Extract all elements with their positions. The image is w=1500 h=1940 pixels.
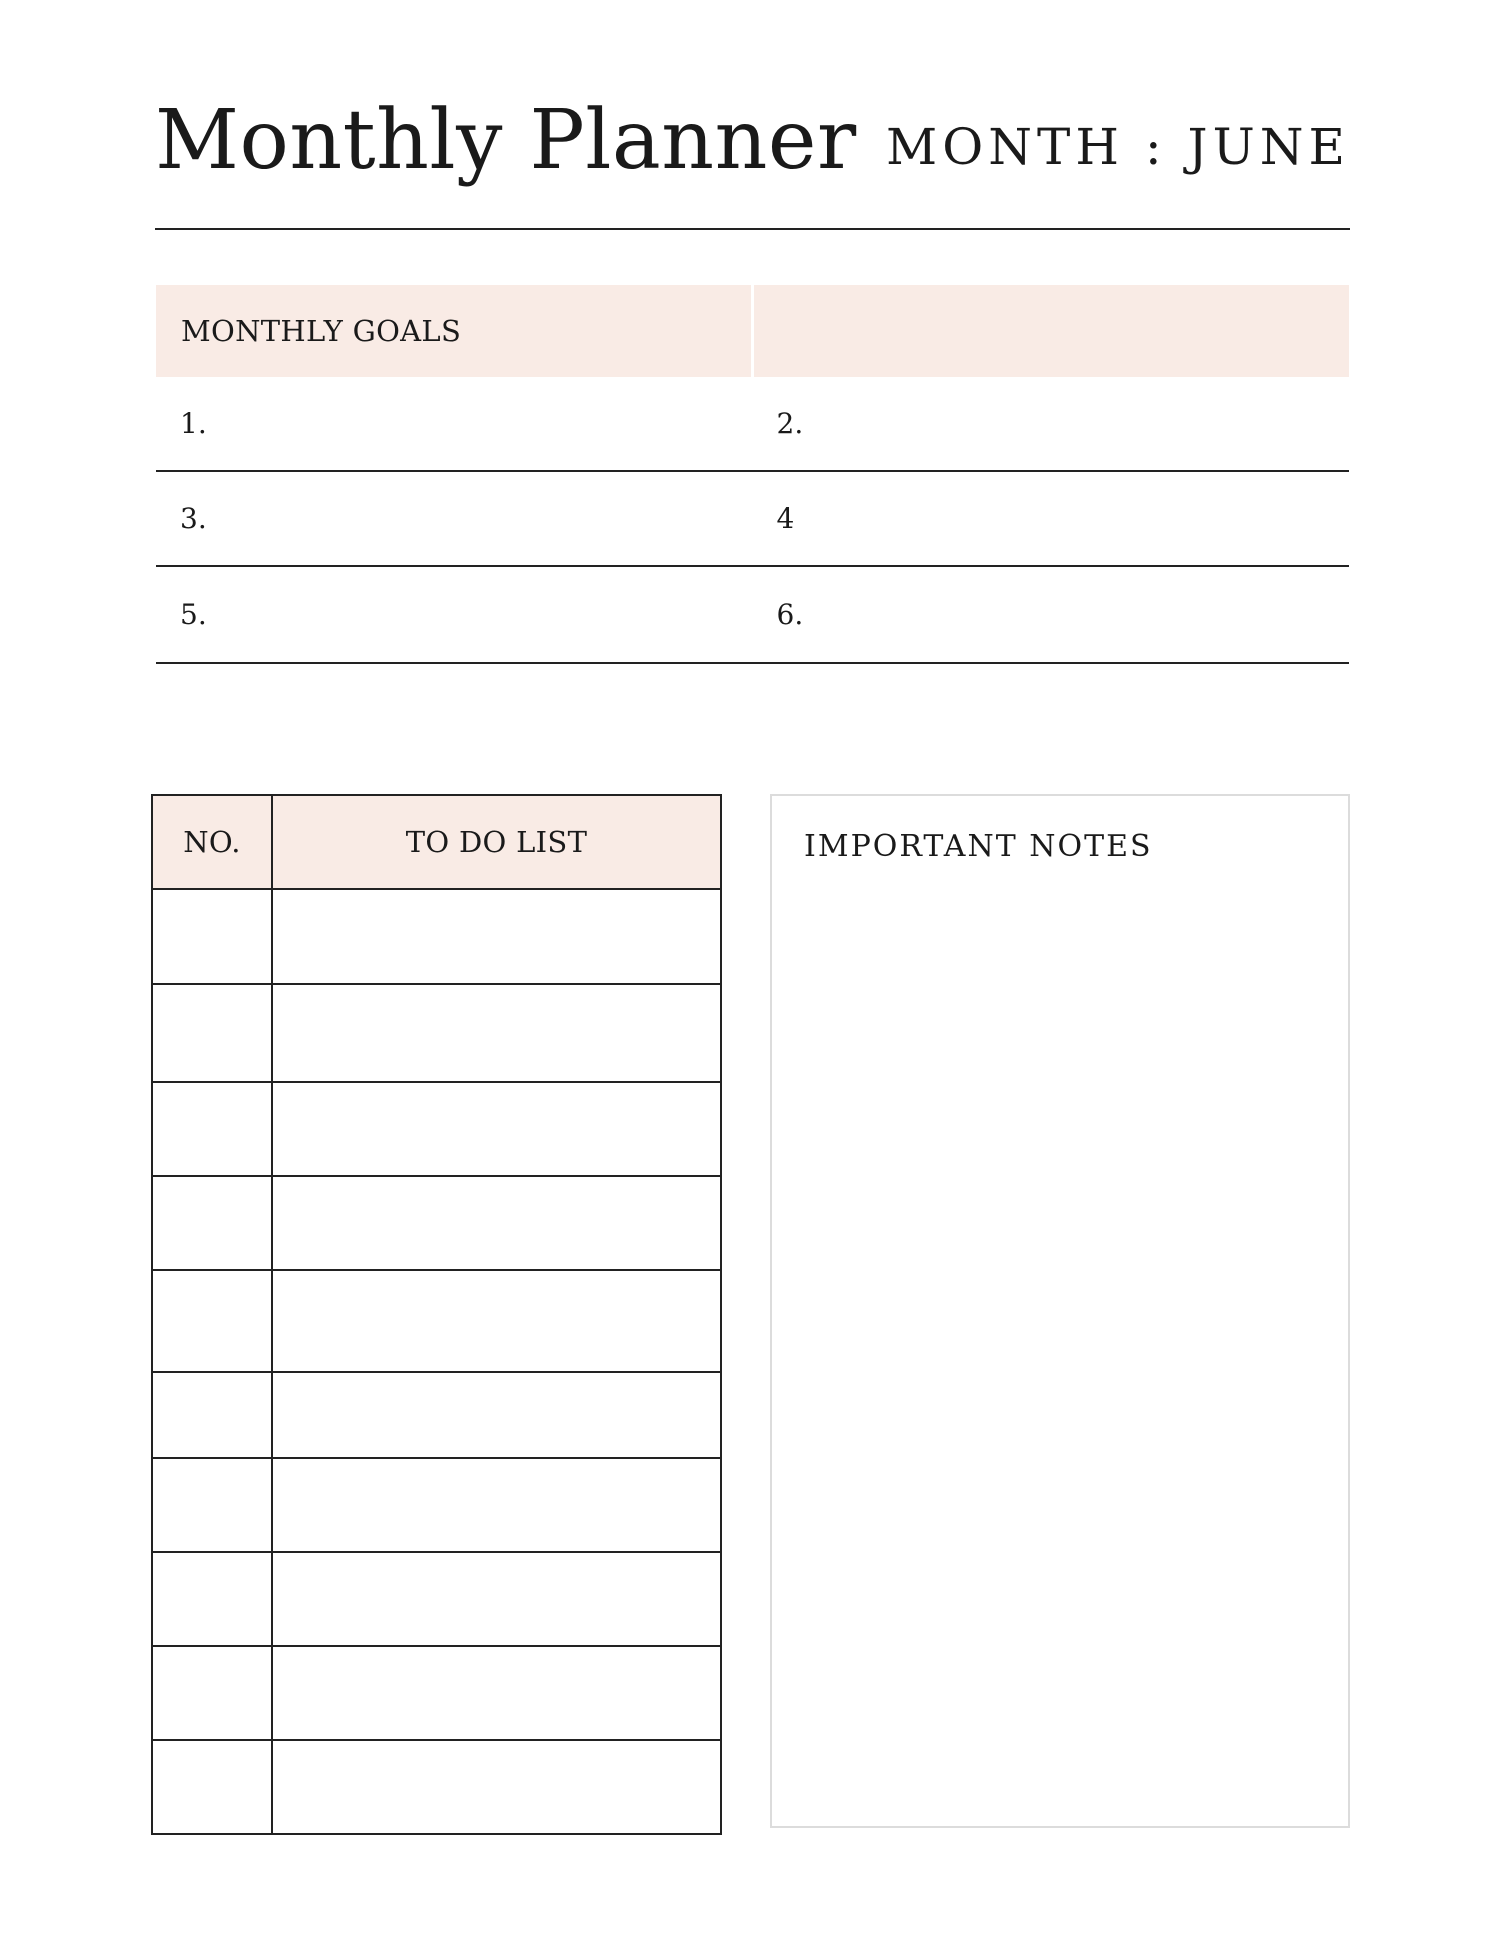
goal-row: [156, 567, 1349, 664]
todo-number-cell[interactable]: [152, 984, 272, 1082]
todo-row: [152, 889, 721, 984]
monthly-goals-section: [156, 285, 1349, 664]
goal-item-3[interactable]: 3.: [180, 502, 207, 535]
goals-heading-blank: [754, 285, 1349, 377]
todo-row: [152, 1176, 721, 1270]
todo-row: [152, 1082, 721, 1176]
todo-no-header: NO.: [152, 795, 272, 889]
todo-task-cell[interactable]: [272, 1646, 721, 1740]
todo-number-cell[interactable]: [152, 1646, 272, 1740]
todo-row: [152, 1646, 721, 1740]
todo-header-row: [152, 795, 721, 889]
todo-task-cell[interactable]: [272, 1552, 721, 1646]
todo-number-cell[interactable]: [152, 1552, 272, 1646]
goal-item-1[interactable]: 1.: [180, 407, 207, 440]
todo-row: [152, 1372, 721, 1458]
todo-number-cell[interactable]: [152, 1740, 272, 1834]
header-divider: [155, 228, 1350, 230]
todo-task-cell[interactable]: [272, 1270, 721, 1372]
todo-task-cell[interactable]: [272, 1372, 721, 1458]
goal-item-2[interactable]: 2.: [776, 407, 804, 440]
todo-list-header: TO DO LIST: [272, 795, 721, 889]
goal-row: [156, 377, 1349, 472]
todo-task-cell[interactable]: [272, 984, 721, 1082]
goal-item-4[interactable]: 4: [776, 502, 795, 535]
todo-table: [151, 794, 722, 1835]
todo-row: [152, 1458, 721, 1552]
month-label: MONTH : JUNE: [886, 118, 1350, 176]
todo-number-cell[interactable]: [152, 1082, 272, 1176]
todo-task-cell[interactable]: [272, 889, 721, 984]
todo-number-cell[interactable]: [152, 1372, 272, 1458]
todo-row: [152, 1740, 721, 1834]
goals-header: [156, 285, 1349, 377]
goal-item-5[interactable]: 5.: [180, 598, 207, 631]
goals-heading: MONTHLY GOALS: [156, 285, 751, 377]
todo-row: [152, 984, 721, 1082]
todo-row: [152, 1552, 721, 1646]
todo-task-cell[interactable]: [272, 1176, 721, 1270]
todo-number-cell[interactable]: [152, 1176, 272, 1270]
goal-row: [156, 472, 1349, 567]
todo-task-cell[interactable]: [272, 1082, 721, 1176]
goal-item-6[interactable]: 6.: [776, 598, 804, 631]
todo-task-cell[interactable]: [272, 1458, 721, 1552]
todo-body: [152, 889, 721, 1834]
todo-row: [152, 1270, 721, 1372]
todo-number-cell[interactable]: [152, 1270, 272, 1372]
todo-task-cell[interactable]: [272, 1740, 721, 1834]
todo-number-cell[interactable]: [152, 1458, 272, 1552]
important-notes-box[interactable]: [770, 794, 1350, 1828]
page-title: Monthly Planner: [155, 93, 857, 188]
todo-number-cell[interactable]: [152, 889, 272, 984]
notes-heading: IMPORTANT NOTES: [804, 829, 1153, 864]
